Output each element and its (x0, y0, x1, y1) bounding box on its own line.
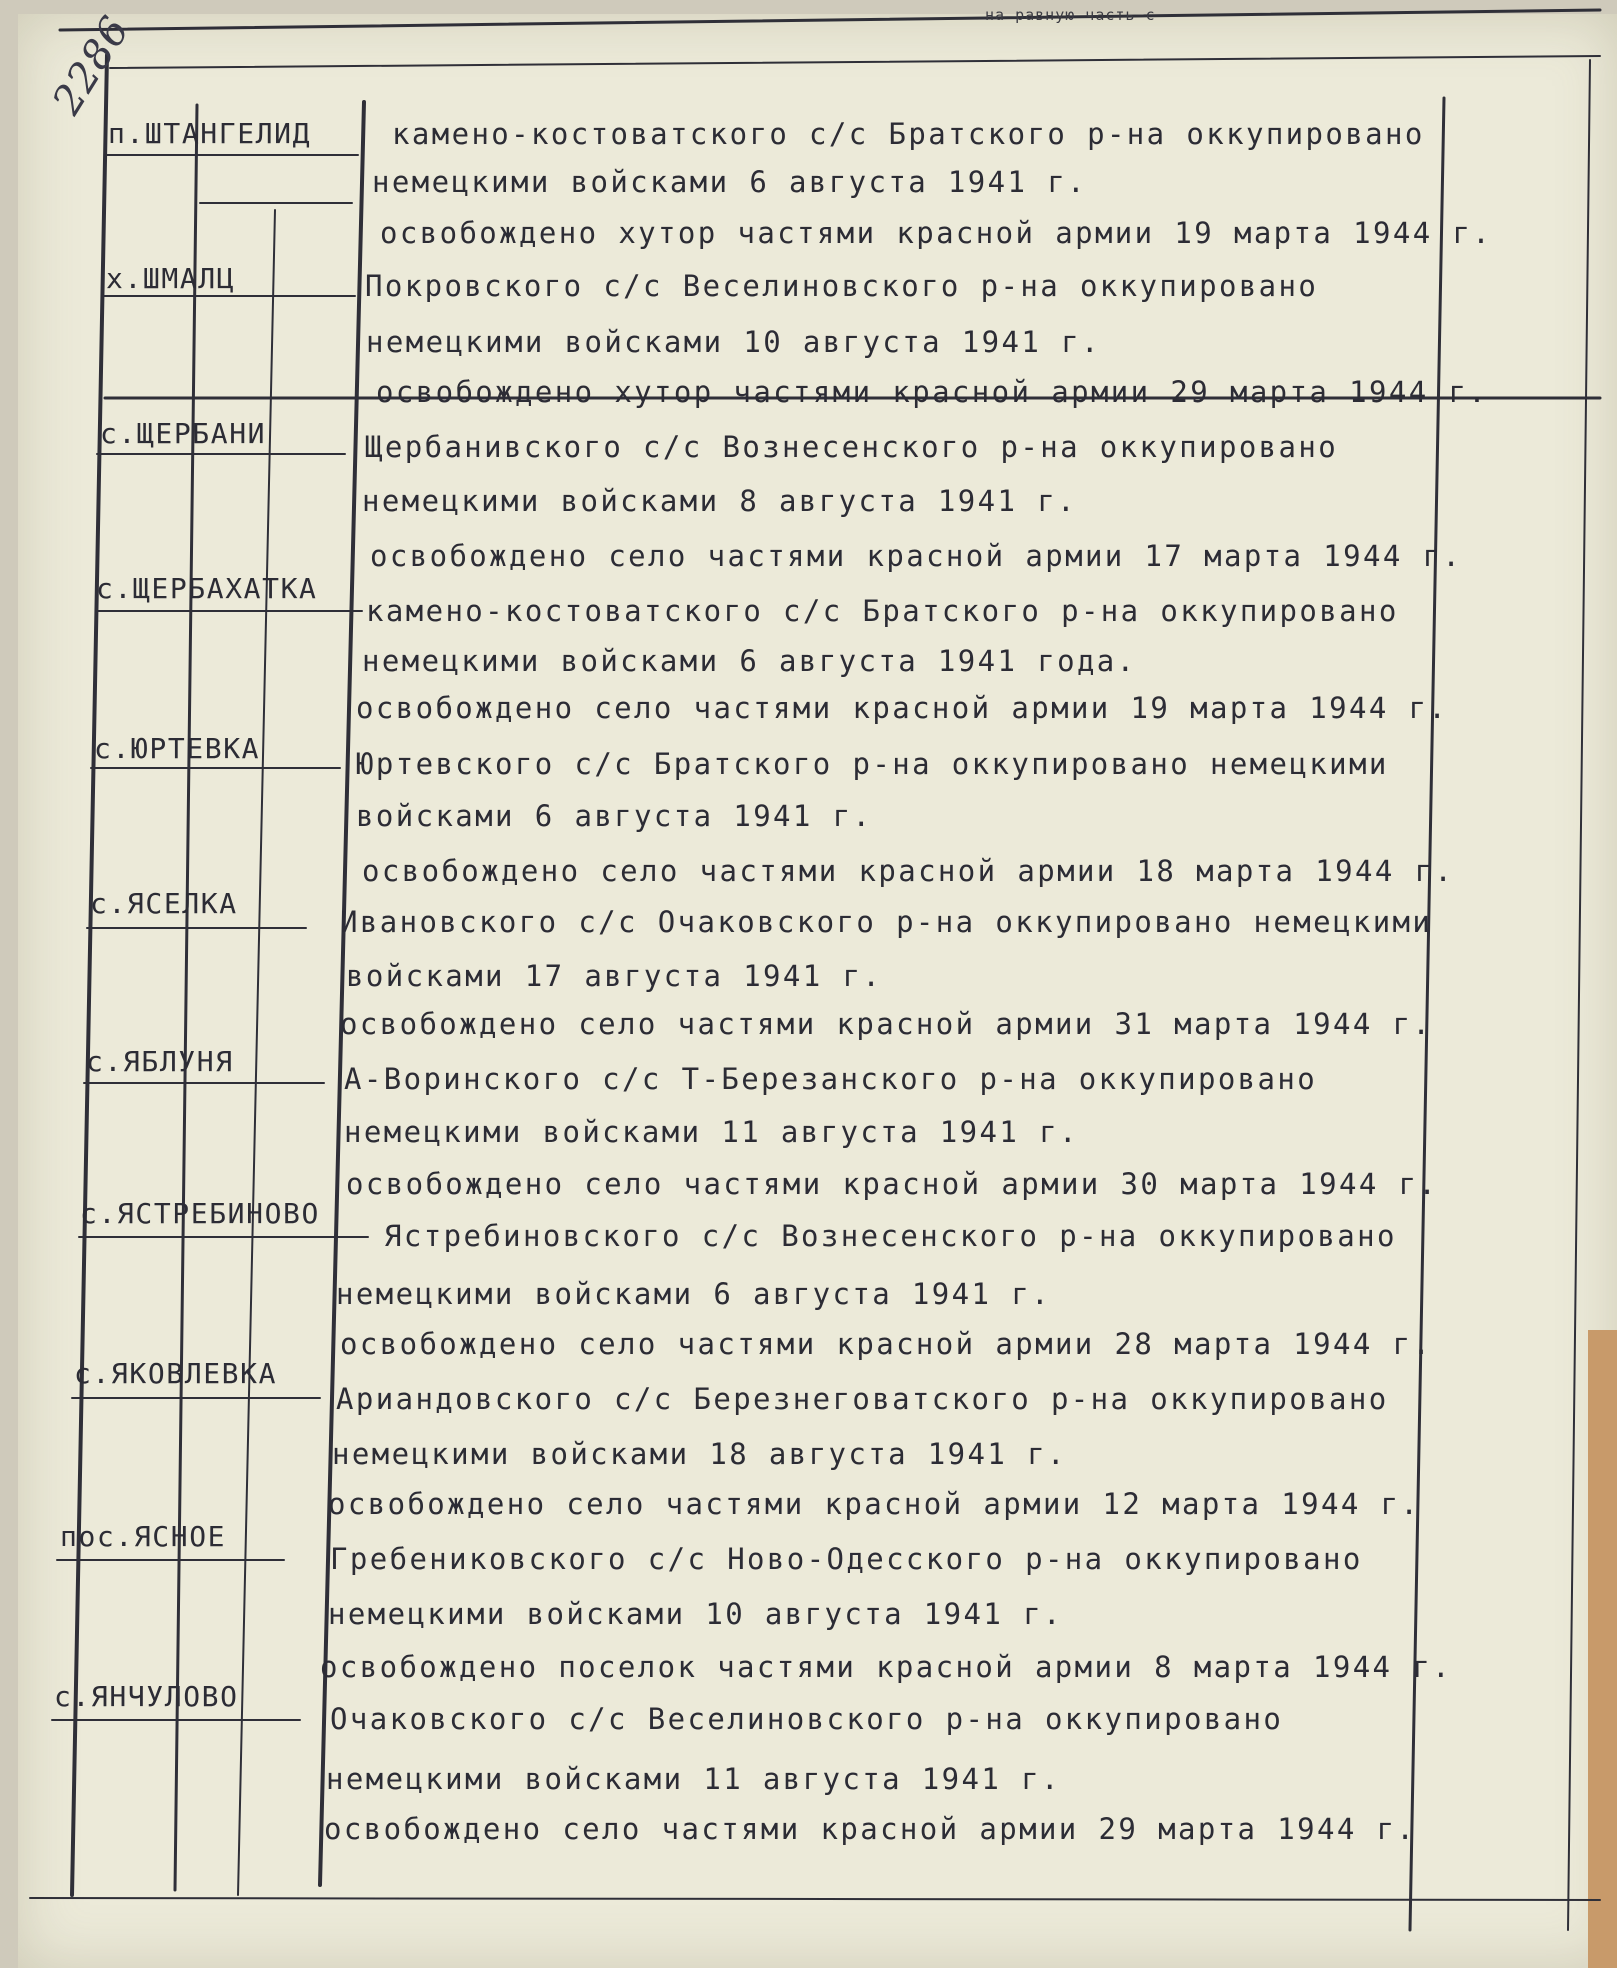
occupation-date-line: немецкими войсками 18 августа 1941 г. (332, 1437, 1067, 1471)
occupation-date-line: немецкими войсками 11 августа 1941 г. (344, 1115, 1079, 1149)
occupation-date-line: войсками 6 августа 1941 г. (356, 799, 873, 833)
occupation-line: Ивановского с/с Очаковского р-на оккупировано немецкими (340, 905, 1433, 939)
occupation-date-line: немецкими войсками 10 августа 1941 г. (366, 325, 1101, 359)
occupation-line: Очаковского с/с Веселиновского р-на оккупировано (330, 1702, 1284, 1736)
occupation-line: камено-костоватского с/с Братского р-на оккупировано (392, 117, 1425, 151)
liberation-line: освобождено село частями красной армии 29 марта 1944 г. (324, 1812, 1417, 1846)
occupation-date-line: войсками 17 августа 1941 г. (346, 959, 883, 993)
liberation-line: освобождено село частями красной армии 30 марта 1944 г. (346, 1167, 1439, 1201)
column-rule-6 (1568, 60, 1590, 1930)
place-name: с.ЯКОВЛЕВКА (74, 1357, 278, 1390)
archive-number: 2286 (44, 8, 140, 123)
place-name: п.ШТАНГЕЛИД (108, 117, 312, 150)
occupation-line: камено-костоватского с/с Братского р-на оккупировано (366, 594, 1399, 628)
top-inner-line (110, 56, 1600, 68)
place-name: с.ЯСЕЛКА (90, 887, 238, 920)
occupation-line: Юртевского с/с Братского р-на оккупировано немецкими (356, 747, 1389, 781)
occupation-line: Гребениковского с/с Ново-Одесского р-на оккупировано (330, 1542, 1363, 1576)
column-rule-2 (175, 105, 197, 1890)
top-border-line (60, 10, 1600, 30)
place-name: с.ЯБЛУНЯ (86, 1045, 234, 1078)
liberation-line: освобождено село частями красной армии 19 марта 1944 г. (356, 691, 1449, 725)
occupation-line: Ариандовского с/с Березнеговатского р-на оккупировано (336, 1382, 1389, 1416)
occupation-date-line: немецкими войсками 8 августа 1941 г. (362, 484, 1077, 518)
liberation-line: освобождено село частями красной армии 28 марта 1944 г. (340, 1327, 1433, 1361)
place-name: с.ЮРТЕВКА (94, 732, 261, 765)
liberation-line: освобождено село частями красной армии 31 марта 1944 г. (340, 1007, 1433, 1041)
occupation-line: Покровского с/с Веселиновского р-на оккупировано (365, 269, 1319, 303)
occupation-date-line: немецкими войсками 10 августа 1941 г. (328, 1597, 1063, 1631)
occupation-date-line: немецкими войсками 6 августа 1941 г. (336, 1277, 1051, 1311)
place-name: с.ЩЕРБАХАТКА (96, 572, 318, 605)
occupation-date-line: немецкими войсками 6 августа 1941 г. (372, 165, 1087, 199)
place-name: х.ШМАЛЦ (106, 262, 236, 295)
liberation-line: освобождено село частями красной армии 18 марта 1944 г. (362, 854, 1455, 888)
place-name: с.ЩЕРБАНИ (100, 417, 267, 450)
column-rule-3 (238, 210, 275, 1895)
liberation-line: освобождено поселок частями красной армии 8 марта 1944 г. (320, 1650, 1452, 1684)
place-name: с.ЯСТРЕБИНОВО (80, 1197, 320, 1230)
occupation-date-line: немецкими войсками 6 августа 1941 года. (362, 644, 1137, 678)
liberation-line: освобождено село частями красной армии 17 марта 1944 г. (370, 539, 1463, 573)
header-fragment: на равную часть с (985, 6, 1156, 24)
occupation-date-line: немецкими войсками 11 августа 1941 г. (326, 1762, 1061, 1796)
bottom-line (30, 1898, 1600, 1900)
liberation-line: освобождено хутор частями красной армии 19 марта 1944 г. (380, 216, 1493, 250)
column-rule-1 (72, 55, 107, 1895)
occupation-line: Ястребиновского с/с Вознесенского р-на оккупировано (384, 1219, 1397, 1253)
place-name: с.ЯНЧУЛОВО (54, 1680, 239, 1713)
occupation-line: А-Воринского с/с Т-Березанского р-на оккупировано (344, 1062, 1318, 1096)
liberation-line: освобождено хутор частями красной армии 29 марта 1944 г. (376, 375, 1489, 409)
occupation-line: Щербанивского с/с Вознесенского р-на оккупировано (365, 430, 1339, 464)
liberation-line: освобождено село частями красной армии 12 марта 1944 г. (328, 1487, 1421, 1521)
place-name: пос.ЯСНОЕ (60, 1520, 227, 1553)
